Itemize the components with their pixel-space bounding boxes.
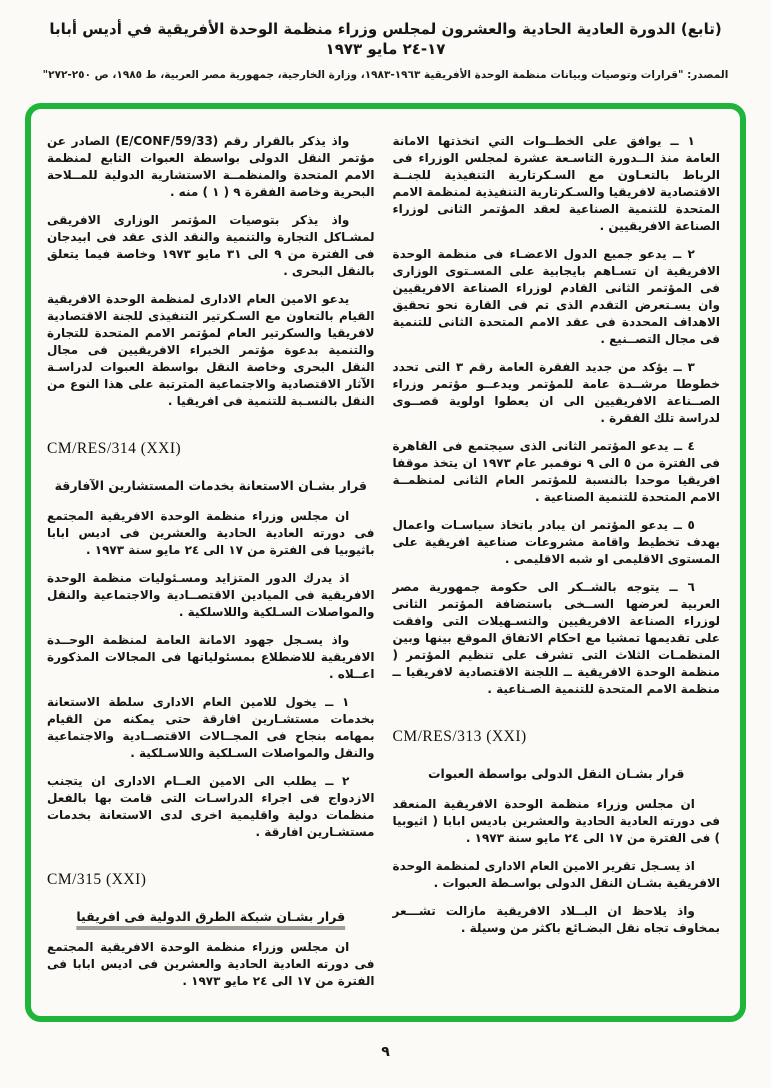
paragraph: واذ يسـجل جهود الامانة العامة لمنظمة الوحــدة الافريقية للاضطلاع بمسئولياتها فى المجالات المذكورة اعــلاه . bbox=[47, 633, 375, 681]
resolution-ref: CM/RES/313 (XXI) bbox=[392, 728, 527, 745]
paragraph: ان مجلس وزراء منظمة الوحدة الافريقية المجتمع فى دورته العادية الحادية والعشرين فى اديس ابابا فى الفترة من ١٧ الى ٢٤ مايو ١٩٧٣ . bbox=[47, 940, 375, 988]
resolution-ref: CM/RES/314 (XXI) bbox=[47, 440, 182, 457]
paragraph: واذ يلاحظ ان البــلاد الافريقية مازالت تشـــعر بمخاوف تجاه نقل البضـائع باكثر من وسيلة . bbox=[392, 904, 720, 935]
resolution-heading: قرار بشـان الاستعانة بخدمات المستشارين الآفارقة bbox=[54, 478, 367, 493]
page-number: ٩ bbox=[381, 1044, 390, 1060]
paragraph: واذ يذكر بالقرار رقم (E/CONF/59/33) الصادر عن مؤتمر النقل الدولى بواسطة العبوات التابع لمنظمة الامم المتحدة والمنظمــة الاستشارية الدولية للمــلاحة البحرية وخاصة الفقرة ٩ ( ١ ) منه . bbox=[47, 134, 375, 199]
paragraph: ٥ ــ يدعو المؤتمر ان يبادر باتخاذ سياسـات واعمال بهدف تخطيط واقامة مشروعات صناعية افريقية على المستوى الاقليمى او شبه الاقليمى . bbox=[392, 518, 720, 566]
paragraph: ٤ ــ يدعو المؤتمر الثانى الذى سيجتمع فى القاهرة فى الفترة من ٥ الى ٩ نوفمبر عام ١٩٧٣ ان يتخذ موقفا افريقيا موحدا بالنسبة للمؤتمر العام الثانى لمنظمــة الامم المتحدة للتنمية الصناعية . bbox=[392, 439, 721, 504]
source-line: المصدر: "قرارات وتوصيات وبيانات منظمة الوحدة الأفريقية ١٩٦٣-١٩٨٣، وزارة الخارجية، جمهورية مصر العربية، ط ١٩٨٥، ص ٢٥٠-٢٧٢" bbox=[42, 69, 729, 81]
paragraph: اذ يسـجل تقرير الامين العام الادارى لمنظمة الوحدة الافريقية بشـان النقل الدولى بواسـطة العبوات . bbox=[392, 859, 720, 890]
paragraph: اذ يدرك الدور المتزايد ومسـئوليات منظمة الوحدة الافريقية فى الميادين الاقتصــادية والاجتماعية والنقل والمواصلات السـلكية واللاسلكية . bbox=[47, 571, 375, 619]
paragraph: ٣ ــ يؤكد من جديد الفقرة العامة رقم ٣ التى تحدد خطوطا مرشــدة عامة للمؤتمر ويدعــو مؤتمر وزراء الصــناعة الافريقيين الى ان يعطوا اولوية قصــوى لدراسة تلك الفقرة . bbox=[392, 360, 720, 425]
paragraph: ٦ ــ يتوجه بالشــكر الى حكومة جمهورية مصر العربية لعرضها الســخى باستضافة المؤتمر الثانى لوزراء الصناعة الافريقيين والتسـهيلات التى وافقت على تقديمها تمشيا مع احكام الاتفاق الموقع بينها وبين المنظمـات الثلاث التى تشرف على تنظيم المؤتمر ( منظمة الوحدة الافريقية ــ اللجنة الاقتصادية لافريقيا ــ منظمة الامم المتحدة للتنمية الصـناعية . bbox=[392, 580, 720, 696]
session-title: (تابع) الدورة العادية الحادية والعشرون لمجلس وزراء منظمة الوحدة الأفريقية في أديس أبابا ١٧-٢٤ مايو ١٩٧٣ bbox=[49, 20, 722, 58]
green-border-box bbox=[25, 103, 746, 1022]
column-right bbox=[393, 133, 721, 1002]
two-column-layout bbox=[47, 133, 720, 1002]
paragraph: واذ يذكر بتوصيات المؤتمر الوزارى الافريقى لمشـاكل التجارة والتنمية والنقد الذى عقد فى ابيدجان فى الفترة من ٩ الى ٣١ مايو ١٩٧٣ وخاصة فيما يتعلق بالنقل البحرى . bbox=[47, 213, 375, 278]
paragraph: ان مجلس وزراء منظمة الوحدة الافريقية المنعقد فى دورته العادية الحادية والعشرين باديس ابابا ( اثيوبيا ) فى الفترة من ١٧ الى ٢٤ مايو سنة ١٩٧٣ . bbox=[392, 797, 720, 845]
resolution-heading: قرار بشـان النقل الدولى بواسطة العبوات bbox=[428, 766, 685, 781]
page-header bbox=[30, 20, 741, 81]
paragraph: ١ ــ يخول للامين العام الادارى سلطة الاستعانة بخدمات مستشـارين افارقة حتى يمكنه من القيام بمهامه بنجاح فى المجــالات الاقتصــادية والاجتماعية والنقل والمواصلات السـلكية واللاسـلكية . bbox=[47, 695, 375, 760]
resolution-ref: CM/315 (XXI) bbox=[47, 871, 147, 888]
paragraph: ٢ ــ يطلب الى الامين العــام الادارى ان يتجنب الازدواج فى اجراء الدراسـات التى قامت بها بالفعل منظمات دولية واقليمية اخرى لدى الاستعانة بخدمات مستشـارين افارقة . bbox=[47, 774, 375, 839]
paragraph: يدعو الامين العام الادارى لمنظمة الوحدة الافريقية القيام بالتعاون مع السـكرتير التنفيذى للجنة الاقتصادية لافريقيا والسكرتير العام لمؤتمر الامم المتحدة للتجارة والتنمية بدعوة مؤتمر الخبراء الافريقيين فى مجال النقل البحرى وخاصة النقل بواسطة العبوات لدراسـة الآثار الاقتصادية والاجتماعية المترتبة على هذا النوع من النقل بالنسـبة للتنمية فى افريقيا . bbox=[47, 292, 375, 408]
paragraph: ان مجلس وزراء منظمة الوحدة الافريقية المجتمع فى دورته العادية الحادية والعشرين فى اديس ابابا باثيوبيا فى الفترة من ١٧ الى ٢٤ مايو سنة ١٩٧٣ . bbox=[47, 509, 375, 557]
resolution-heading: قرار بشـان شبكة الطرق الدولية فى افريقيا bbox=[76, 909, 346, 924]
paragraph: ٢ ــ يدعو جميع الدول الاعضـاء فى منظمة الوحدة الافريقية ان تسـاهم بايجابية على المسـتوى الوزارى فى المؤتمر الثانى القادم لوزراء الصناعة الافريقيين وان يسـتعرض التقدم الذى تم فى القارة نحو تحقيق الاهداف المحددة فى عقد الامم المتحدة الثانى للتنمية فى مجال التصــنيع . bbox=[392, 247, 720, 346]
column-left bbox=[47, 133, 375, 1002]
paragraph: ١ ــ يوافق على الخطــوات التي اتخذتها الامانة العامة منذ الــدورة التاسـعة عشرة لمجلس الوزراء فى الرباط بالتعـاون مع السـكرتارية التنفيذية للجنــة الاقتصادية لافريقيا والسـكرتارية التنفيذية لمنظمة الامم المتحدة للتنمية الصناعية لعقد المؤتمر الثانى لوزراء الصناعة الافريقيين . bbox=[392, 134, 720, 233]
